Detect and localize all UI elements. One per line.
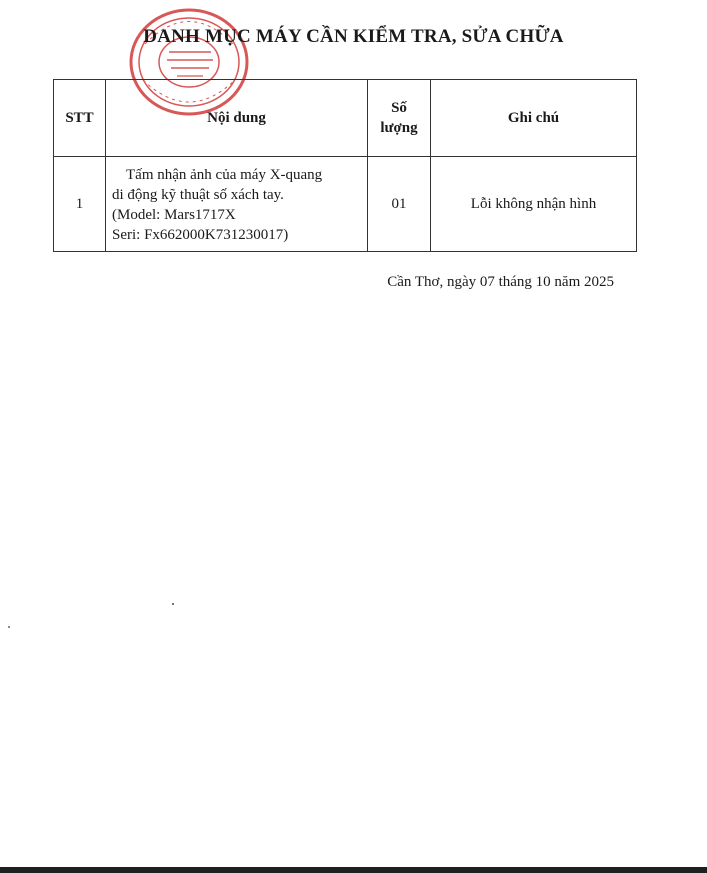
header-quantity-line2: lượng: [380, 120, 418, 136]
cell-content: [106, 157, 368, 252]
scan-speck: [172, 603, 174, 605]
date-location-line: Cần Thơ, ngày 07 tháng 10 năm 2025: [387, 274, 614, 290]
document-title: DANH MỤC MÁY CẦN KIỂM TRA, SỬA CHỮA: [143, 26, 564, 47]
table-header-row: [54, 80, 637, 157]
header-content: Nội dung: [106, 80, 368, 157]
header-note: Ghi chú: [431, 80, 637, 157]
cell-note: Lỗi không nhận hình: [431, 157, 637, 252]
device-list-table: [53, 79, 637, 252]
table-row: [54, 157, 637, 252]
header-quantity-line1: Số: [391, 100, 407, 116]
content-line: Seri: Fx662000K731230017): [112, 227, 289, 243]
content-line: Tấm nhận ảnh của máy X-quang: [126, 167, 323, 183]
scan-bottom-edge: [0, 867, 707, 873]
cell-quantity: 01: [368, 157, 431, 252]
header-quantity: [368, 80, 431, 157]
header-stt: STT: [54, 80, 106, 157]
cell-stt: 1: [54, 157, 106, 252]
content-line: di động kỹ thuật số xách tay.: [112, 187, 284, 203]
scan-speck: [8, 626, 10, 628]
content-line: (Model: Mars1717X: [112, 207, 236, 223]
